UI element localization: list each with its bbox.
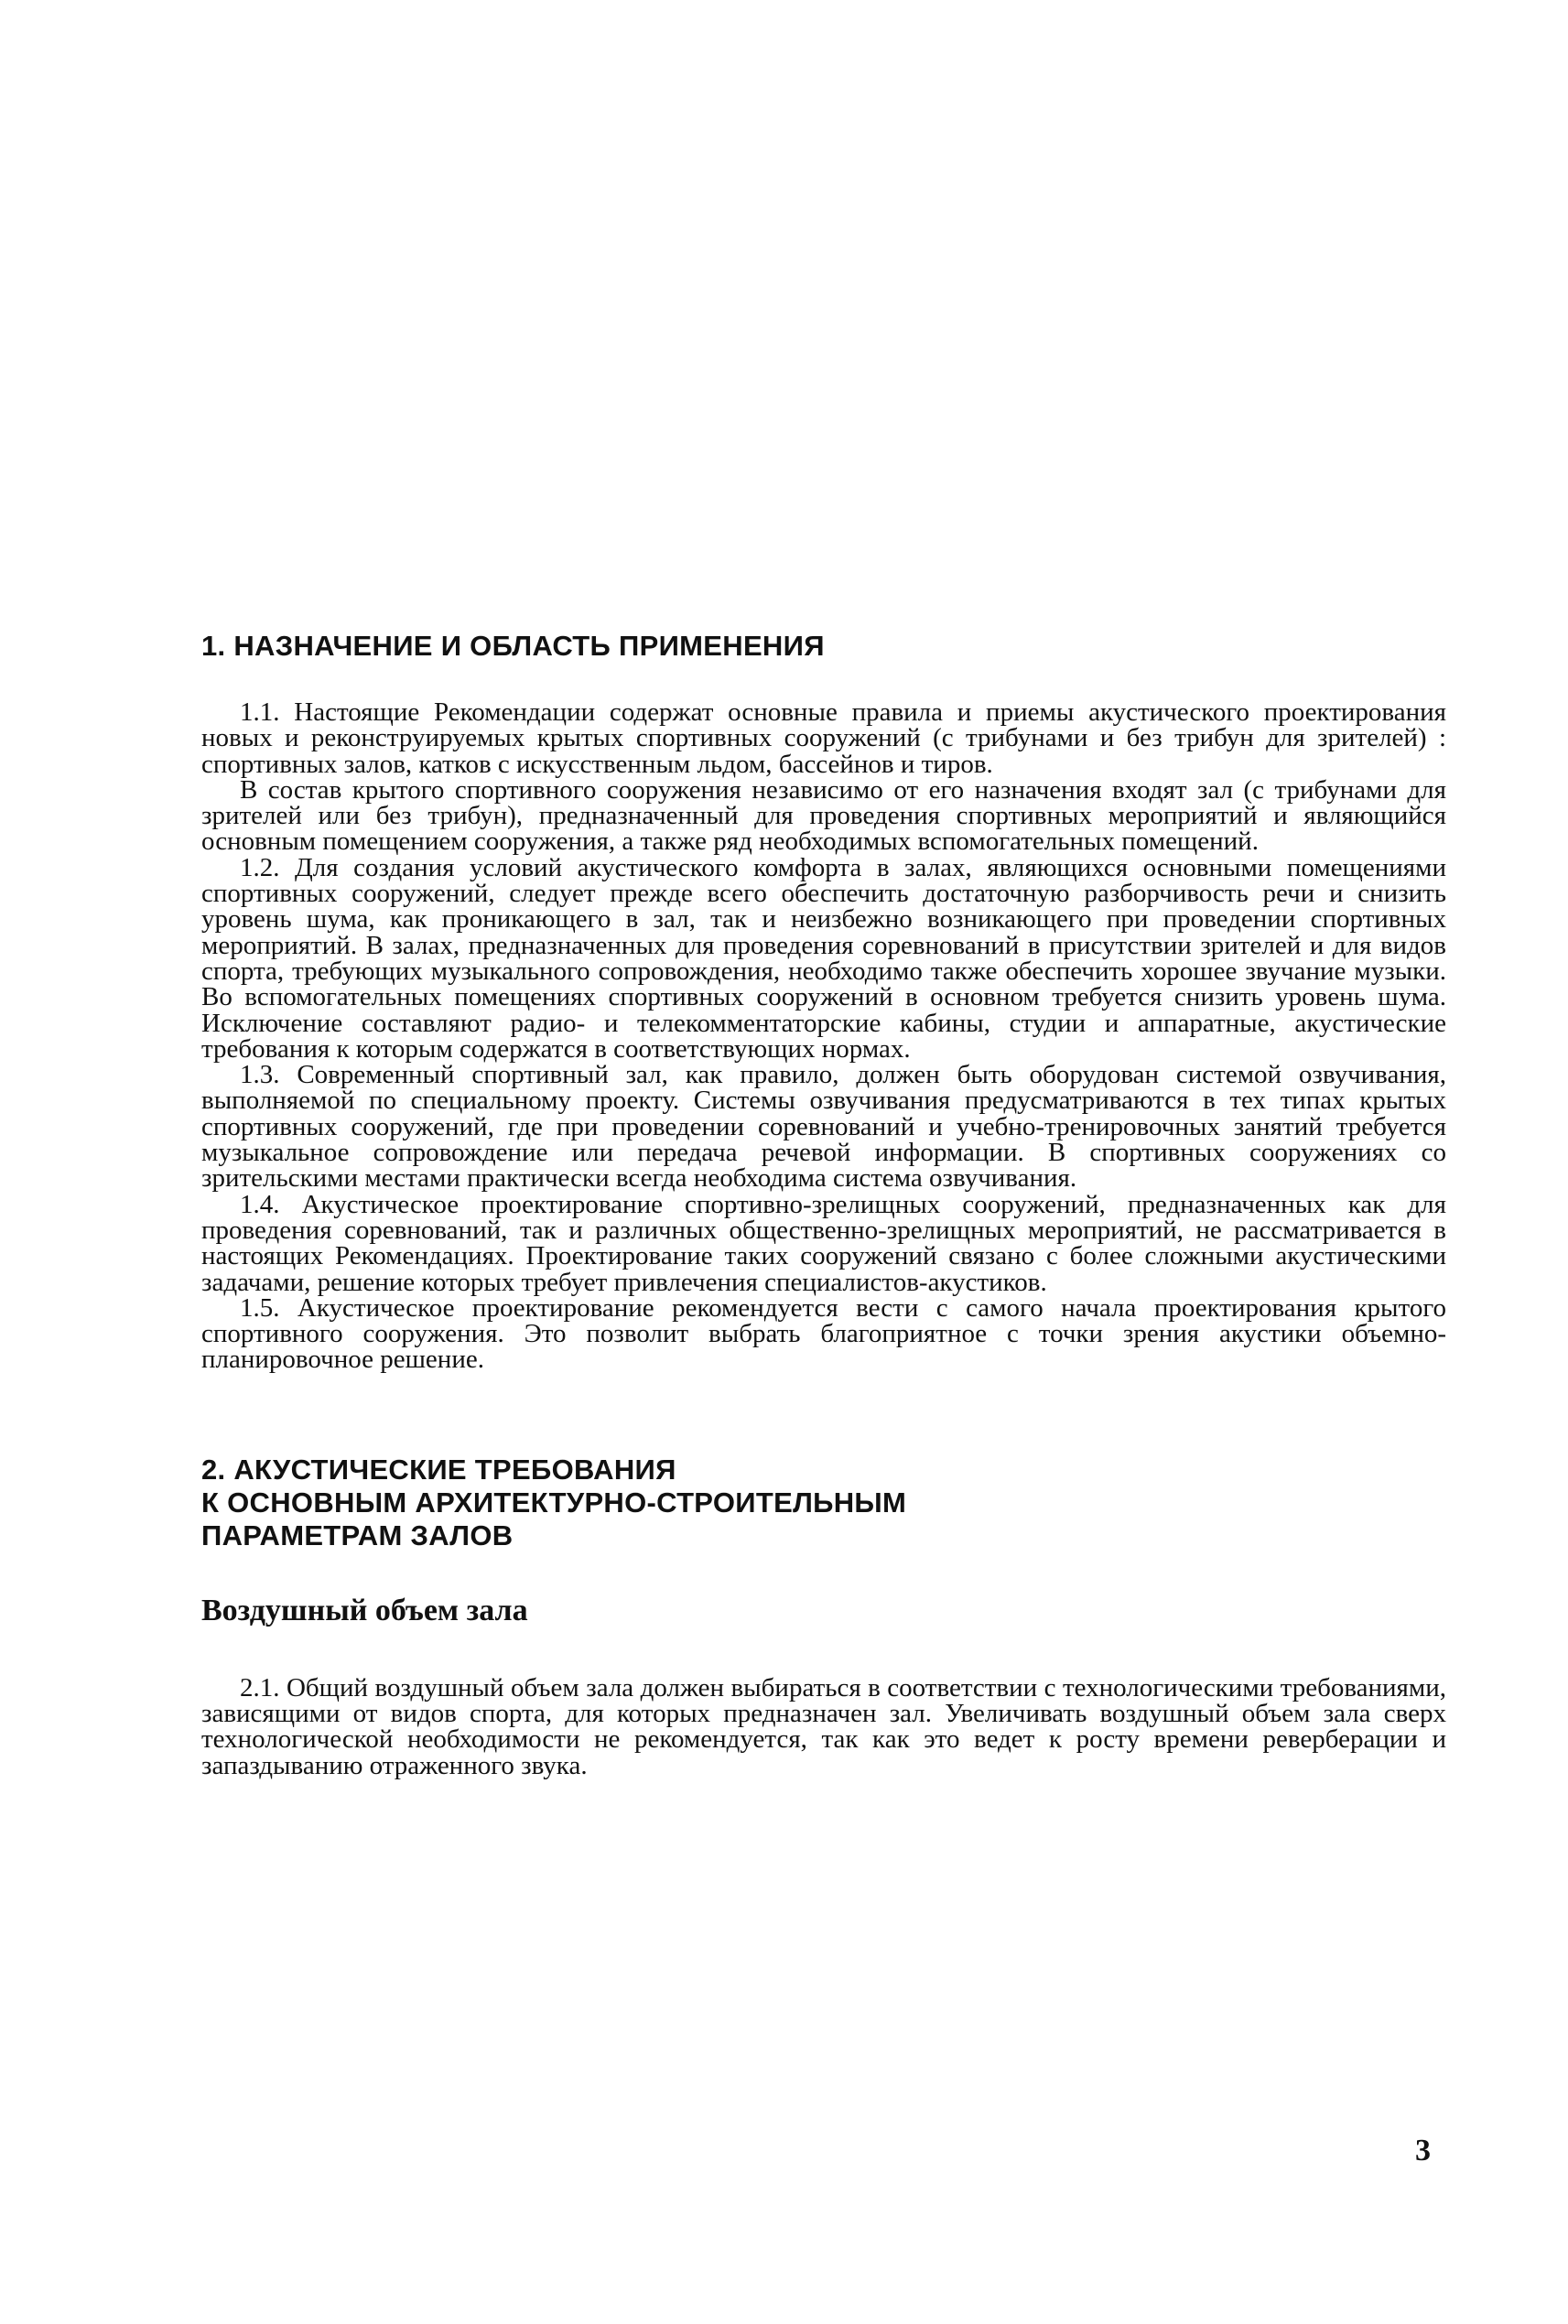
- paragraph-1-4: 1.4. Акустическое проектирование спортивно-зрелищных сооружений, предназначенных как для проведения соревнований, так и различных общественно-зрелищных мероприятий, не рассматривается в настоящих Рекомендациях. Проектирование таких сооружений связано с более сложными акустическими задачами, решение которых требует привлечения специалистов-акустиков.: [201, 1189, 1446, 1297]
- section-2: [201, 1454, 1446, 1778]
- section-2-title: [201, 1454, 1446, 1552]
- section-1-title: 1. НАЗНАЧЕНИЕ И ОБЛАСТЬ ПРИМЕНЕНИЯ: [201, 630, 825, 662]
- section-2-title-line-1: 2. АКУСТИЧЕСКИЕ ТРЕБОВАНИЯ: [201, 1453, 676, 1486]
- page-number: 3: [1415, 2134, 1431, 2167]
- subheading-air-volume: Воздушный объем зала: [201, 1593, 528, 1627]
- paragraph-1-3: 1.3. Современный спортивный зал, как правило, должен быть оборудован системой озвучивания, выполняемой по специальному проекту. Системы озвучивания предусматриваются в тех типах крытых спортивных сооружений, где при проведении соревнований и учебно-тренировочных занятий требуется музыкальное сопровождение или передача речевой информации. В спортивных сооружениях со зрительскими местами практически всегда необходима система озвучивания.: [201, 1060, 1446, 1194]
- section-2-title-line-3: ПАРАМЕТРАМ ЗАЛОВ: [201, 1519, 514, 1551]
- paragraph-1-2: 1.2. Для создания условий акустического комфорта в залах, являющихся основными помещениями спортивных сооружений, следует прежде всего обеспечить достаточную разборчивость речи и снизить уровень шума, как проникающего в зал, так и неизбежно возникающего при проведении спортивных мероприятий. В залах, предназначенных для проведения соревнований в присутствии зрителей и для видов спорта, требующих музыкального сопровождения, необходимо также обеспечить хорошее звучание музыки. Во вспомогательных помещениях спортивных сооружений в основном требуется снизить уровень шума. Исключение составляют радио- и телекомментаторские кабины, студии и аппаратные, акустические требования к которым содержатся в соответствующих нормах.: [201, 852, 1446, 1064]
- paragraph-2-1: 2.1. Общий воздушный объем зала должен выбираться в соответствии с технологическими требованиями, зависящими от видов спорта, для которых предназначен зал. Увеличивать воздушный объем зала сверх технологической необходимости не рекомендуется, так как это ведет к росту времени реверберации и запаздыванию отраженного звука.: [201, 1672, 1446, 1780]
- paragraph-1-1-continued: В состав крытого спортивного сооружения независимо от его назначения входят зал (с трибунами для зрителей или без трибун), предназначенный для проведения спортивных мероприятий и являющийся основным помещением сооружения, а также ряд необходимых вспомогательных помещений.: [201, 774, 1446, 857]
- section-1: [201, 630, 1446, 1373]
- paragraph-1-1: 1.1. Настоящие Рекомендации содержат основные правила и приемы акустического проектирования новых и реконструируемых крытых спортивных сооружений (с трибунами и без трибун для зрителей) : спортивных залов, катков с искусственным льдом, бассейнов и тиров.: [201, 697, 1446, 779]
- section-2-title-line-2: К ОСНОВНЫМ АРХИТЕКТУРНО-СТРОИТЕЛЬНЫМ: [201, 1486, 907, 1519]
- page-content: [201, 630, 1446, 1778]
- paragraph-1-5: 1.5. Акустическое проектирование рекомендуется вести с самого начала проектирования крытого спортивного сооружения. Это позволит выбрать благоприятное с точки зрения акустики объемно-планировочное решение.: [201, 1292, 1446, 1375]
